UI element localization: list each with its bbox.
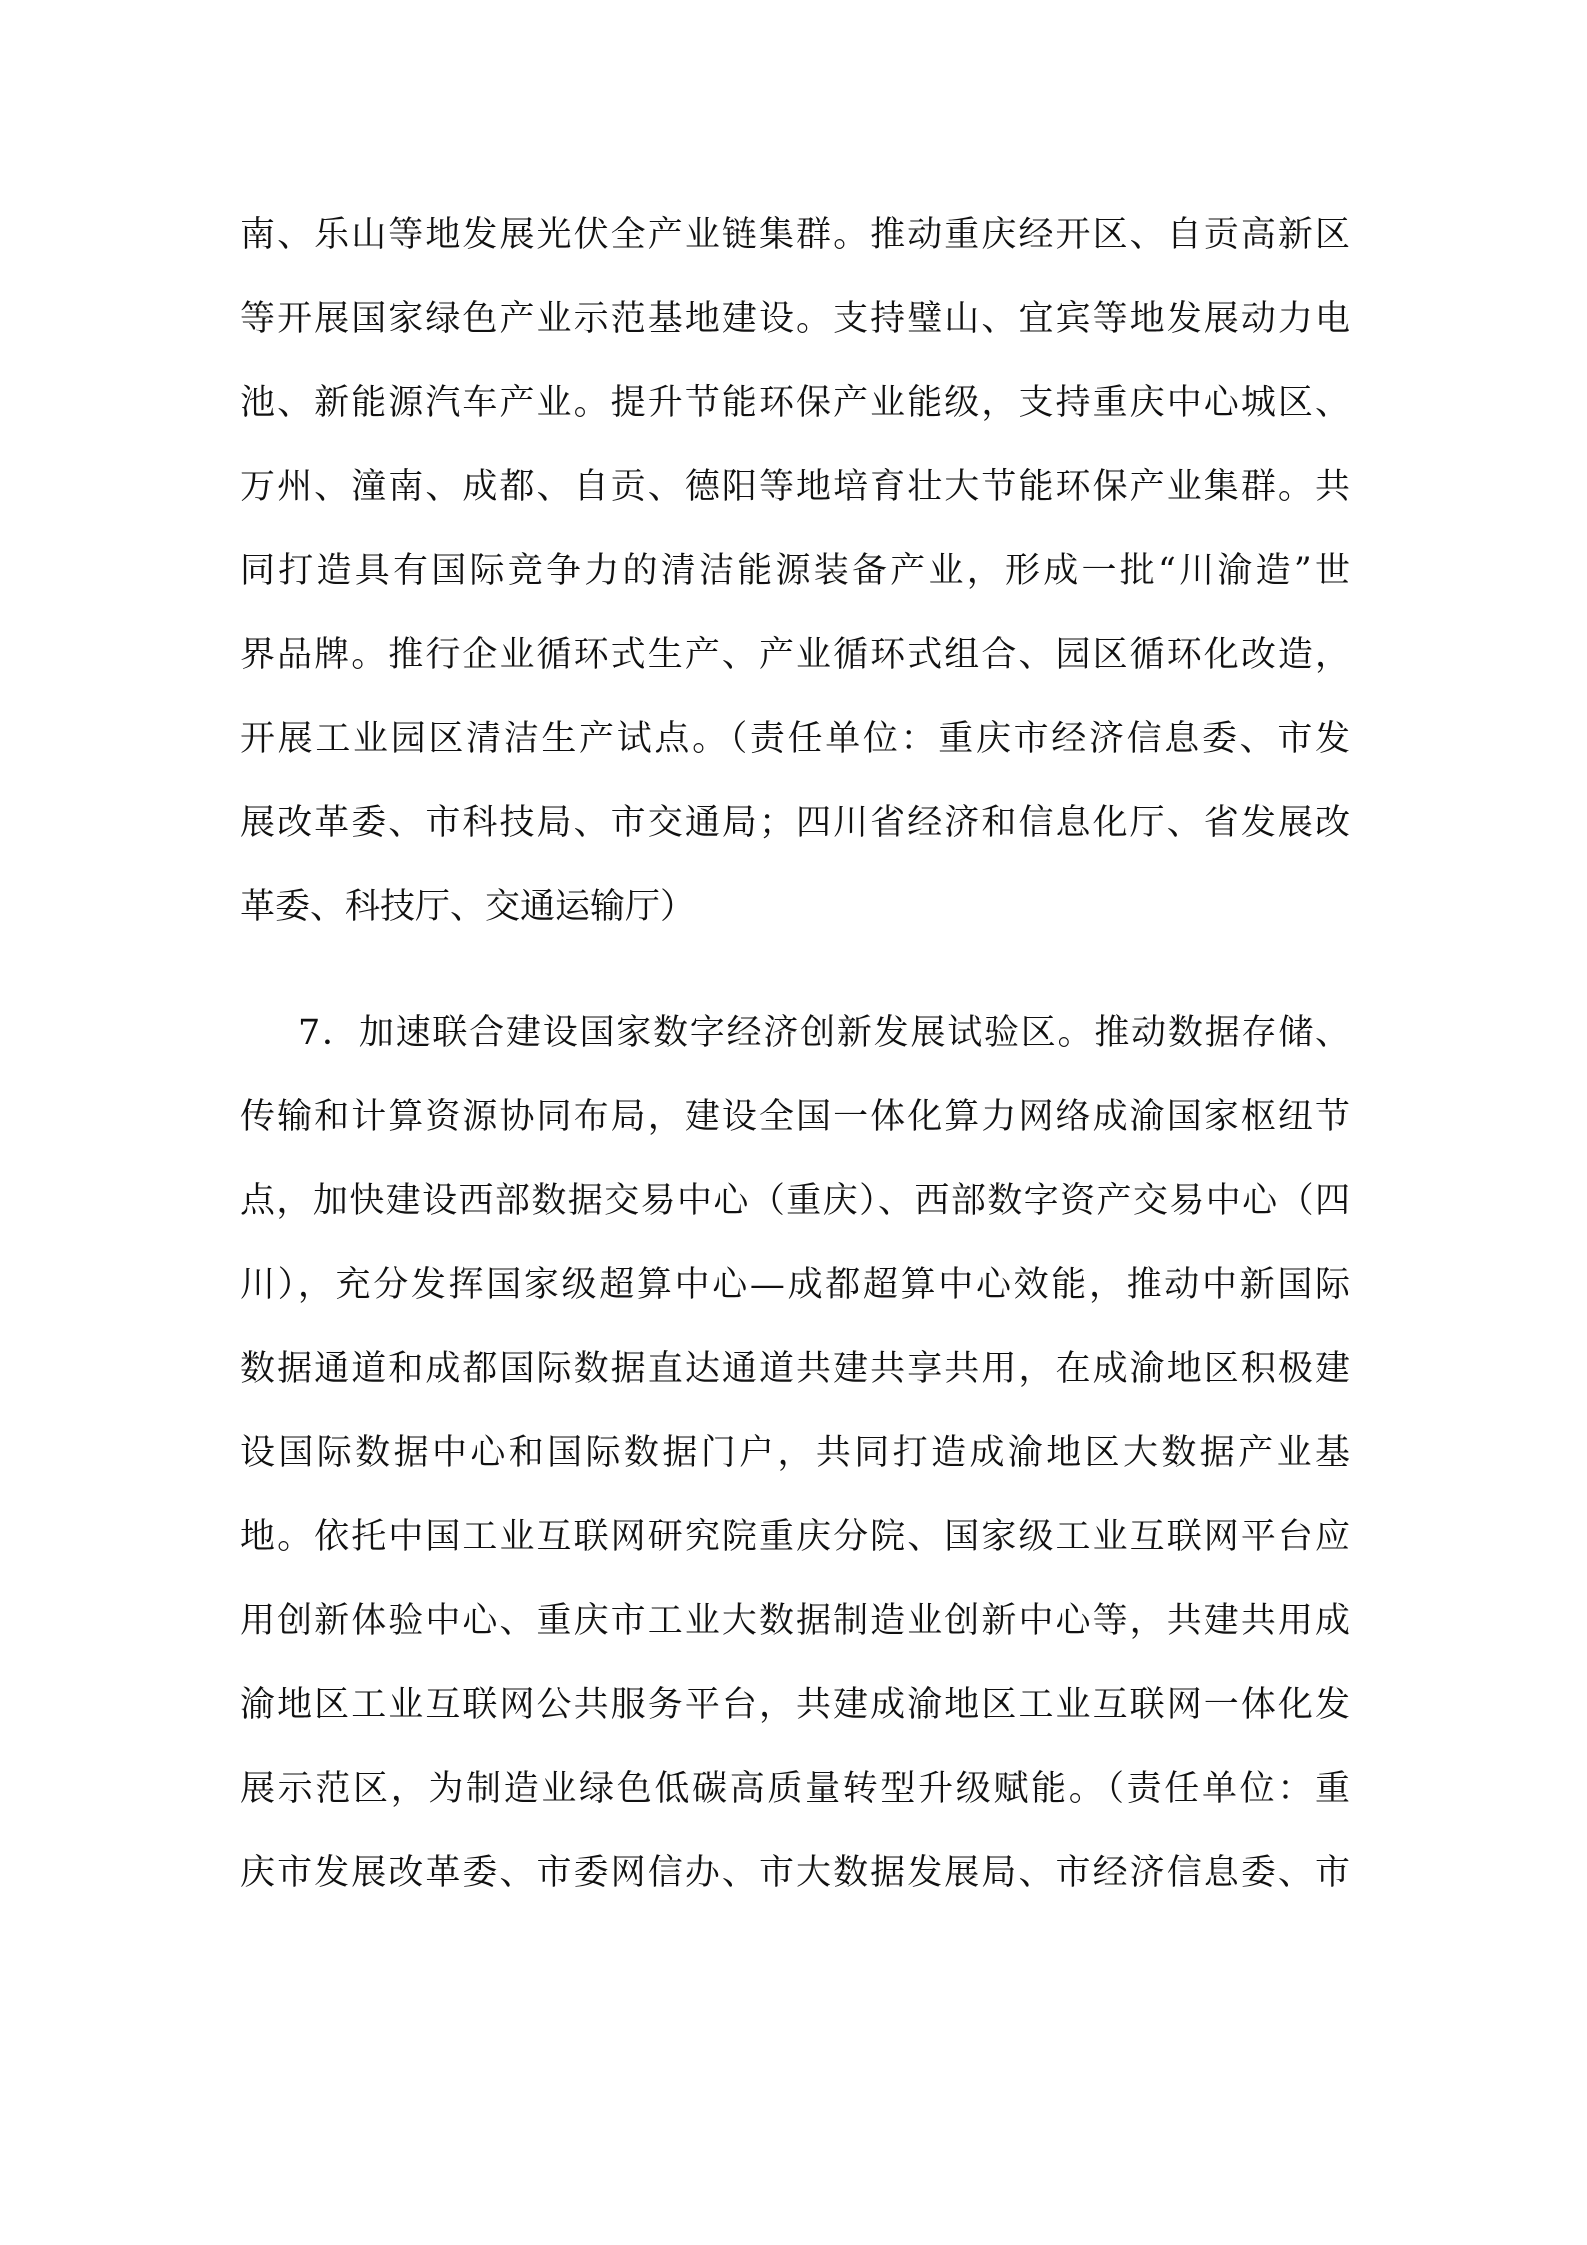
- text-line: 设国际数据中心和国际数据门户，共同打造成渝地区大数据产业基: [240, 1433, 1350, 1473]
- text-line: 南、乐山等地发展光伏全产业链集群。推动重庆经开区、自贡高新区: [240, 215, 1350, 255]
- text-line: 7．加速联合建设国家数字经济创新发展试验区。推动数据存储、: [298, 1013, 1350, 1053]
- text-line: 界品牌。推行企业循环式生产、产业循环式组合、园区循环化改造，: [240, 635, 1350, 675]
- text-line: 庆市发展改革委、市委网信办、市大数据发展局、市经济信息委、市: [240, 1853, 1350, 1893]
- text-line: 川），充分发挥国家级超算中心—成都超算中心效能，推动中新国际: [240, 1265, 1350, 1305]
- text-line: 展示范区，为制造业绿色低碳高质量转型升级赋能。（责任单位：重: [240, 1769, 1350, 1809]
- text-line: 同打造具有国际竞争力的清洁能源装备产业，形成一批“川渝造”世: [240, 551, 1350, 591]
- text-line: 地。依托中国工业互联网研究院重庆分院、国家级工业互联网平台应: [240, 1517, 1350, 1557]
- text-line: 用创新体验中心、重庆市工业大数据制造业创新中心等，共建共用成: [240, 1601, 1350, 1641]
- text-line: 开展工业园区清洁生产试点。（责任单位：重庆市经济信息委、市发: [240, 719, 1350, 759]
- text-line: 数据通道和成都国际数据直达通道共建共享共用，在成渝地区积极建: [240, 1349, 1350, 1389]
- text-line: 点，加快建设西部数据交易中心（重庆）、西部数字资产交易中心（四: [240, 1181, 1350, 1221]
- text-line: 传输和计算资源协同布局，建设全国一体化算力网络成渝国家枢纽节: [240, 1097, 1350, 1137]
- text-line: 池、新能源汽车产业。提升节能环保产业能级，支持重庆中心城区、: [240, 383, 1350, 423]
- text-line: 革委、科技厅、交通运输厅）: [240, 887, 696, 927]
- text-line: 等开展国家绿色产业示范基地建设。支持璧山、宜宾等地发展动力电: [240, 299, 1350, 339]
- text-line: 万州、潼南、成都、自贡、德阳等地培育壮大节能环保产业集群。共: [240, 467, 1350, 507]
- text-line: 渝地区工业互联网公共服务平台，共建成渝地区工业互联网一体化发: [240, 1685, 1350, 1725]
- text-line: 展改革委、市科技局、市交通局；四川省经济和信息化厅、省发展改: [240, 803, 1350, 843]
